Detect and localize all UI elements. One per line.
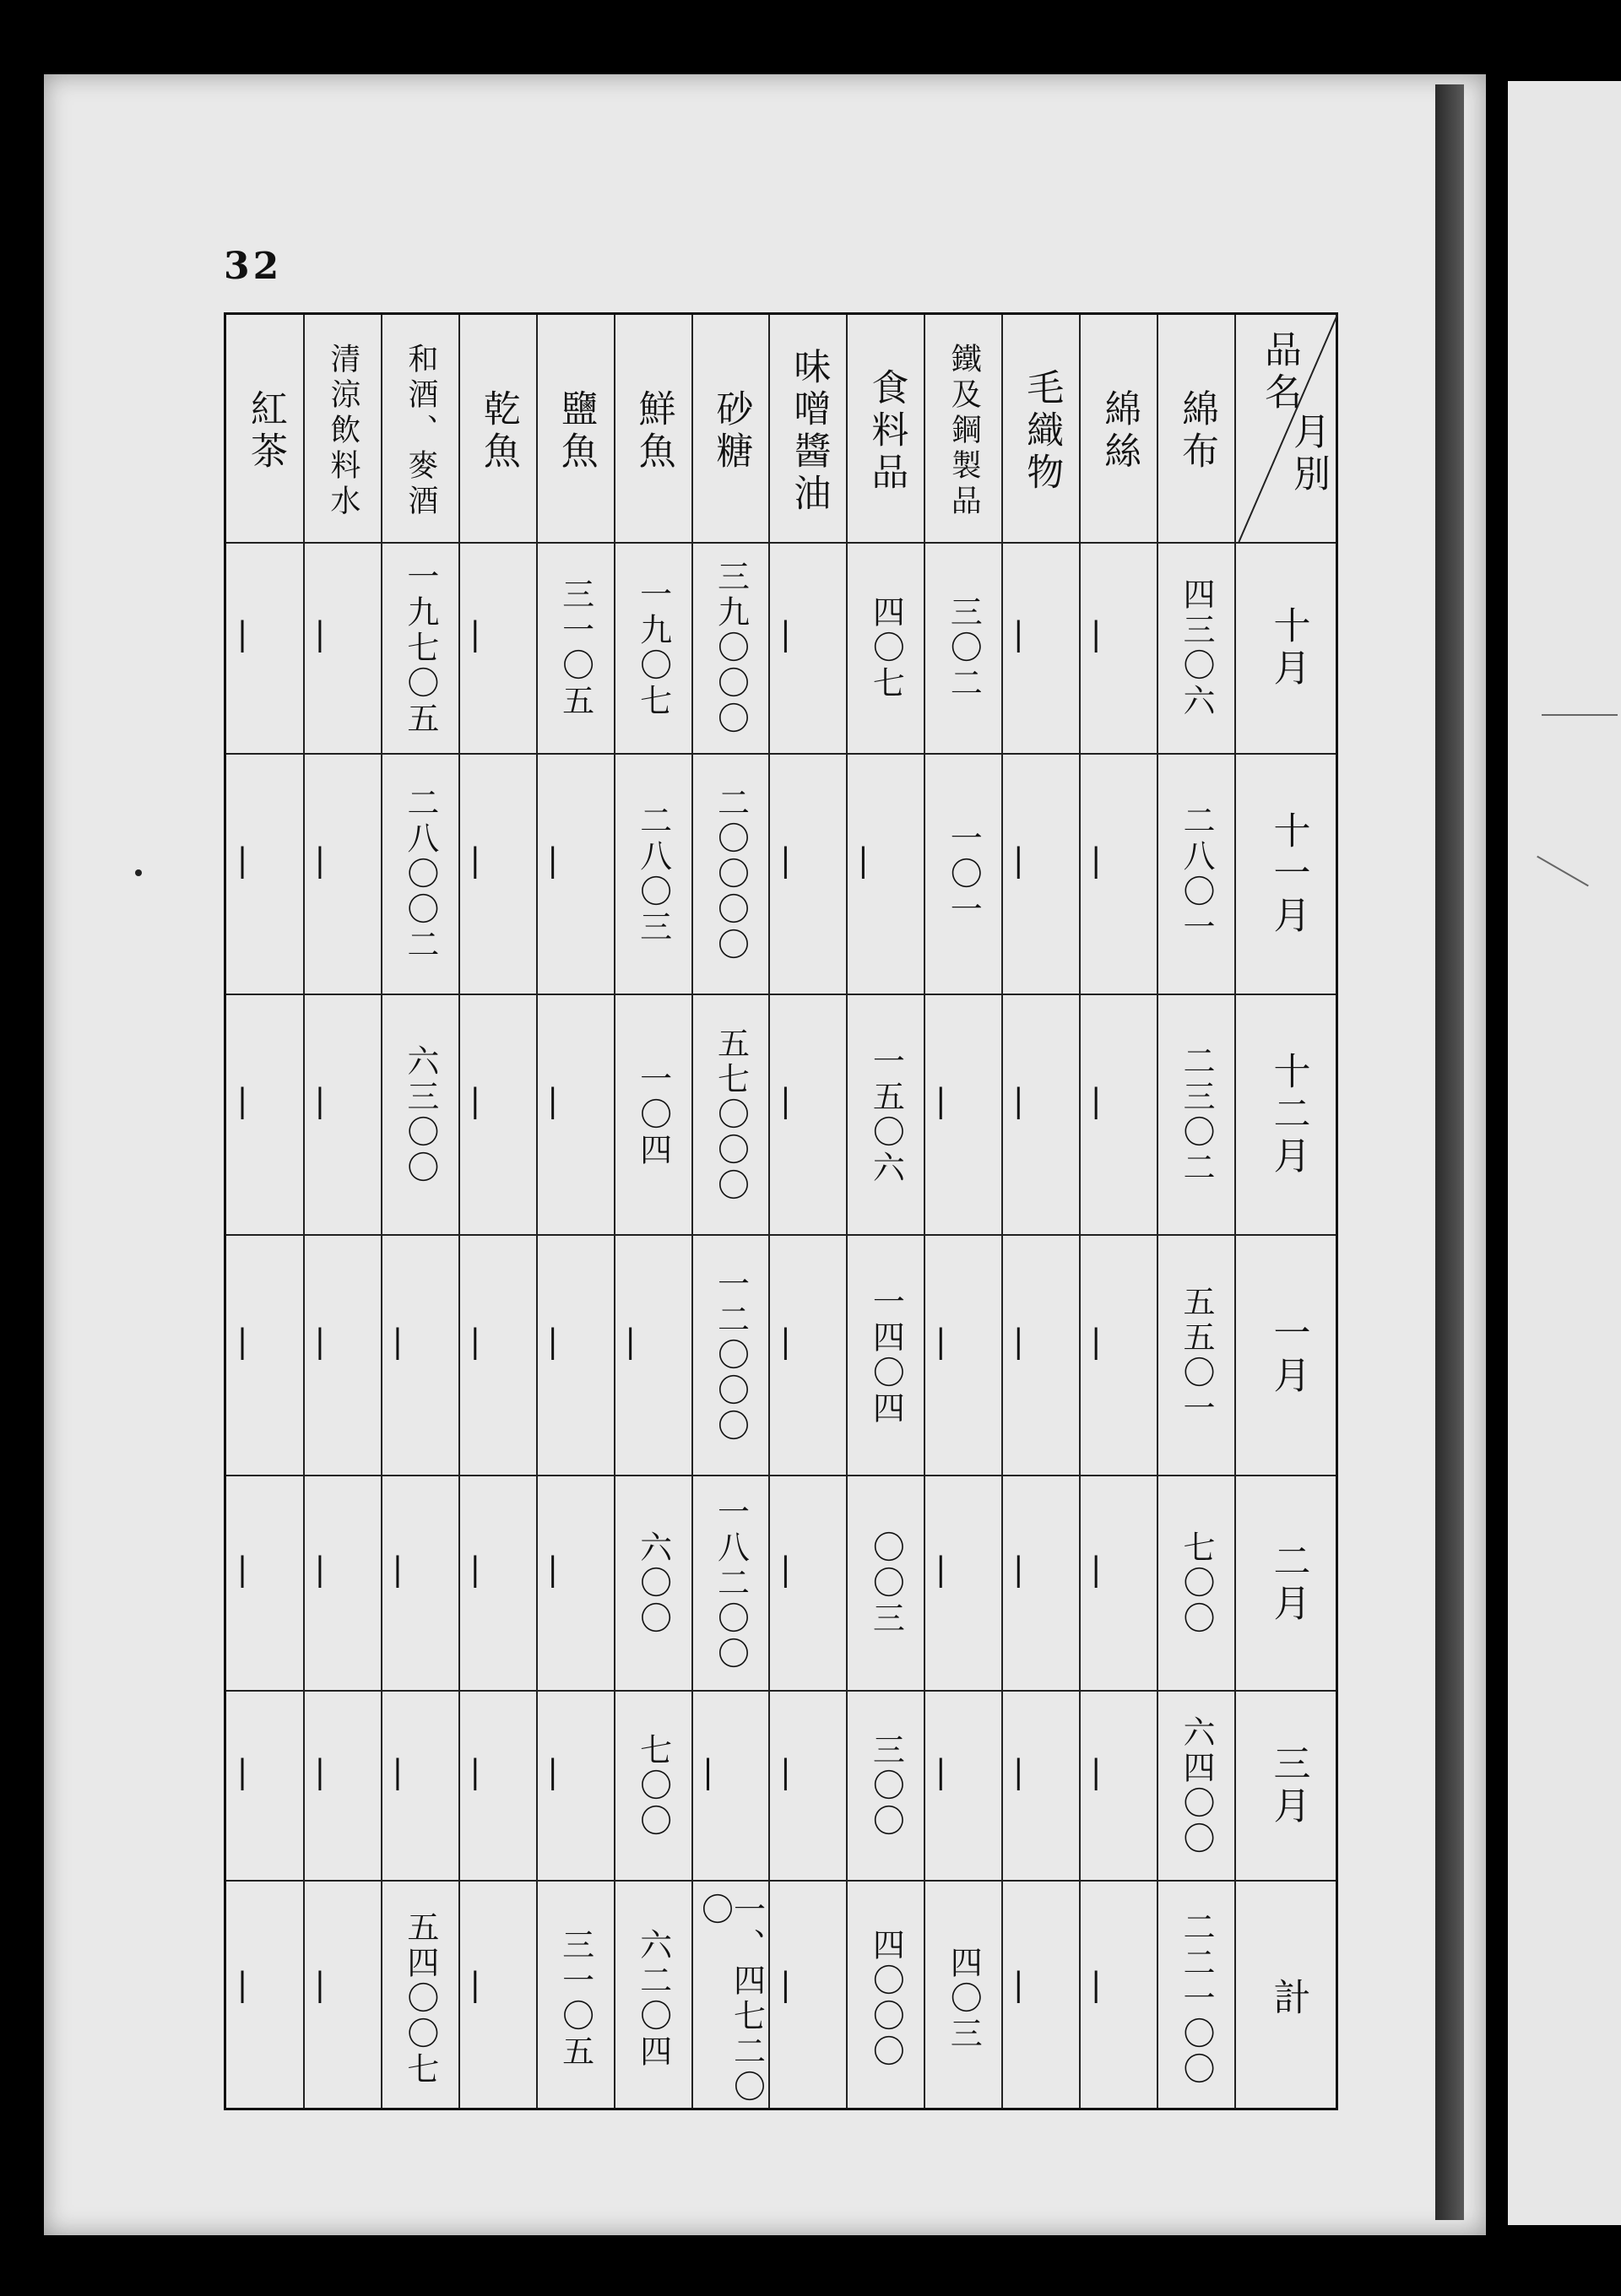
empty-cell-mark: | [1077,1322,1115,1363]
data-cell: 六二〇四 [634,1928,672,2070]
empty-cell-mark: | [301,1081,339,1123]
empty-cell-mark: | [456,1322,494,1363]
data-cell: 三一〇五 [556,1928,594,2070]
empty-cell-mark: | [1077,615,1115,656]
empty-cell-mark: | [534,1081,572,1123]
data-cell: 四三〇六 [1178,577,1216,719]
corner-item-label: 品名 [1258,330,1301,414]
data-cell: 一、四七二〇〇 [696,1893,766,2105]
row-label: 二月 [1266,1541,1310,1626]
empty-cell-mark: | [534,1322,572,1363]
empty-cell-mark: | [767,1322,805,1363]
data-cell: 五五〇一 [1178,1284,1216,1427]
empty-cell-mark: | [456,841,494,882]
empty-cell-mark: | [224,615,261,656]
column-header: 和酒、麥酒 [403,343,438,520]
empty-cell-mark: | [378,1322,416,1363]
empty-cell-mark: | [1077,1966,1115,2006]
data-cell: 一二〇〇〇 [712,1266,750,1444]
empty-cell-mark: | [1077,1550,1115,1591]
data-cell: 一八二〇〇 [712,1494,750,1672]
empty-cell-mark: | [301,615,339,656]
empty-cell-mark: | [224,1081,261,1123]
data-cell: 〇〇三 [867,1530,905,1637]
column-header: 鐵及鋼製品 [946,343,982,520]
empty-cell-mark: | [1077,1081,1115,1123]
row-label: 一月 [1266,1313,1310,1398]
data-cell: 一九〇七 [634,577,672,719]
empty-cell-mark: | [767,841,805,882]
empty-cell-mark: | [767,1966,805,2006]
empty-cell-mark: | [1000,1966,1038,2006]
empty-cell-mark: | [224,841,261,882]
empty-cell-mark: | [844,841,882,882]
data-cell: 一〇四 [634,1061,672,1168]
data-cell: 一九七〇五 [401,560,439,737]
empty-cell-mark: | [1000,1081,1038,1123]
data-cell: 七〇〇 [1178,1530,1216,1637]
empty-cell-mark: | [922,1752,960,1794]
column-header: 乾魚 [476,389,520,474]
empty-cell-mark: | [1000,1322,1038,1363]
data-cell: 一〇一 [945,820,983,928]
empty-cell-mark: | [456,1752,494,1794]
data-cell: 五七〇〇〇 [712,1026,750,1204]
empty-cell-mark: | [456,1550,494,1591]
row-label: 三月 [1266,1743,1310,1828]
empty-cell-mark: | [922,1081,960,1123]
row-label: 十一月 [1266,810,1310,938]
header-divider [226,542,1336,544]
data-cell: 三〇〇 [867,1732,905,1839]
row-label: 十月 [1266,606,1310,690]
empty-cell-mark: | [456,615,494,656]
data-cell: 一五〇六 [867,1043,905,1186]
empty-cell-mark: | [534,1752,572,1794]
data-cell: 七〇〇 [634,1732,672,1839]
empty-cell-mark: | [301,1966,339,2006]
row-divider [226,1690,1336,1692]
empty-cell-mark: | [301,841,339,882]
empty-cell-mark: | [224,1966,261,2006]
row-divider [226,1475,1336,1476]
data-cell: 四〇三 [945,1946,983,2052]
empty-cell-mark: | [1077,1752,1115,1794]
row-divider [226,994,1336,995]
column-header: 鹽魚 [554,389,598,474]
empty-cell-mark: | [301,1752,339,1794]
data-cell: 二八〇一 [1178,803,1216,945]
empty-cell-mark: | [611,1322,649,1363]
empty-cell-mark: | [689,1752,727,1794]
column-header: 鮮魚 [632,389,675,474]
data-cell: 三九〇〇〇 [712,560,750,737]
statistics-table [224,312,1338,2110]
data-cell: 六三〇〇 [401,1043,439,1186]
empty-cell-mark: | [1000,1752,1038,1794]
column-header: 綿絲 [1098,389,1141,474]
data-cell: 二三〇二 [1178,1043,1216,1186]
row-divider [226,1234,1336,1236]
column-header: 食料品 [865,368,908,495]
empty-cell-mark: | [767,615,805,656]
empty-cell-mark: | [767,1550,805,1591]
empty-cell-mark: | [224,1752,261,1794]
data-cell: 三〇二 [945,595,983,701]
data-cell: 二八〇三 [634,803,672,945]
empty-cell-mark: | [301,1322,339,1363]
page-gutter-shadow [1435,84,1464,2220]
data-cell: 二〇〇〇〇 [712,785,750,963]
empty-cell-mark: | [378,1752,416,1794]
column-header: 毛織物 [1020,368,1064,495]
row-label: 計 [1266,1978,1310,2020]
empty-cell-mark: | [456,1966,494,2006]
data-cell: 六四〇〇 [1178,1714,1216,1857]
empty-cell-mark: | [378,1550,416,1591]
empty-cell-mark: | [1000,1550,1038,1591]
data-cell: 五四〇〇七 [401,1910,439,2088]
data-cell: 一四〇四 [867,1284,905,1427]
empty-cell-mark: | [922,1322,960,1363]
empty-cell-mark: | [922,1550,960,1591]
data-cell: 三一〇五 [556,577,594,719]
empty-cell-mark: | [224,1550,261,1591]
column-header: 清涼飲料水 [325,343,361,520]
data-cell: 二二一〇〇 [1178,1910,1216,2088]
column-header: 砂糖 [709,389,753,474]
column-header: 紅茶 [243,389,287,474]
row-label: 十二月 [1266,1051,1310,1178]
empty-cell-mark: | [767,1752,805,1794]
empty-cell-mark: | [1000,615,1038,656]
empty-cell-mark: | [1077,841,1115,882]
row-divider [226,753,1336,755]
data-cell: 四〇〇〇 [867,1928,905,2070]
data-cell: 二八〇〇二 [401,785,439,963]
empty-cell-mark: | [1000,841,1038,882]
data-cell: 四〇七 [867,595,905,701]
adjacent-page-rule [1542,714,1618,716]
empty-cell-mark: | [301,1550,339,1591]
column-header: 味噌醬油 [787,347,831,516]
corner-month-label: 月別 [1287,412,1330,496]
empty-cell-mark: | [767,1081,805,1123]
row-divider [226,1880,1336,1882]
empty-cell-mark: | [534,1550,572,1591]
page-number: 32 [224,245,283,288]
data-cell: 六〇〇 [634,1530,672,1637]
adjacent-page-mark [1537,856,1589,887]
column-header: 綿布 [1175,389,1219,474]
empty-cell-mark: | [224,1322,261,1363]
ink-spot [135,869,142,876]
empty-cell-mark: | [534,841,572,882]
adjacent-page [1508,81,1621,2225]
empty-cell-mark: | [456,1081,494,1123]
